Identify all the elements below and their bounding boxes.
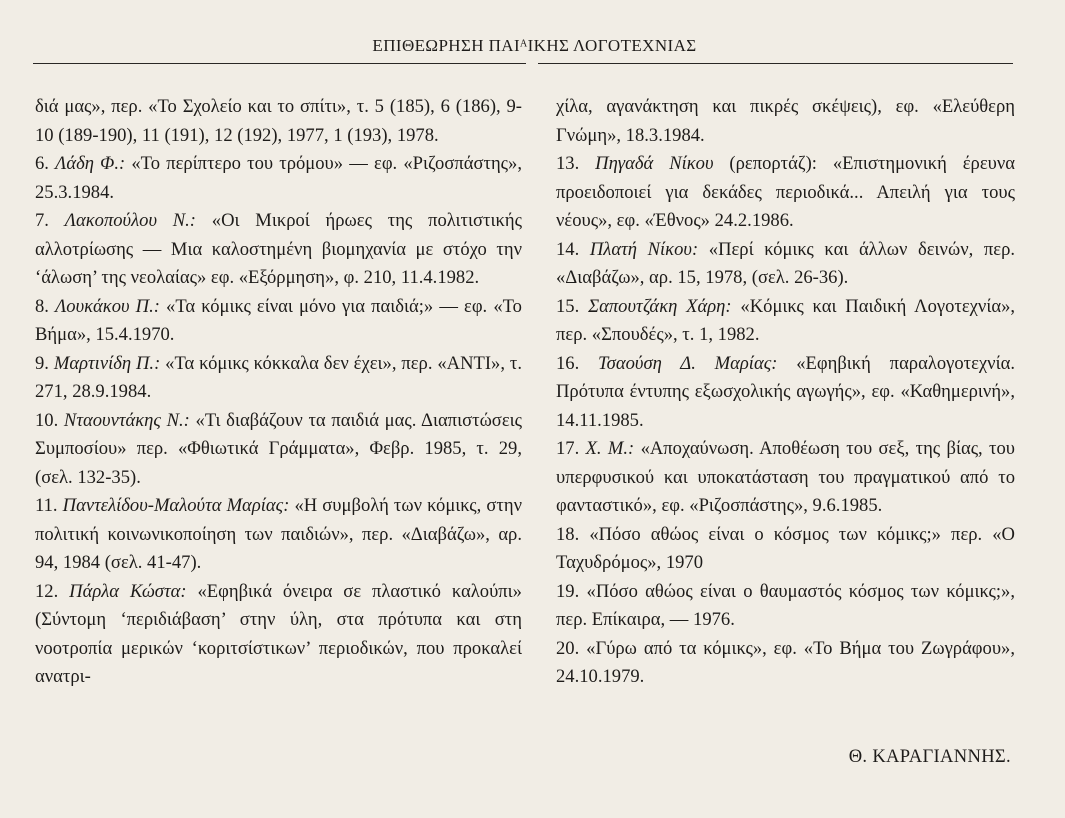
entry-number: 9.	[35, 352, 49, 374]
entry-text: «Οι Μικροί ήρωες της πολιτιστικής αλλοτρίωσης — Μια καλοστημένη βιομηχανία με στόχο την ‘άλωση’ της νεολαίας» εφ. «Εξόρμηση», φ. 210, 11.4.1982.	[35, 210, 522, 288]
entry-number: 18.	[556, 523, 580, 545]
entry-number: 12.	[35, 580, 59, 602]
entry-text: (ρεπορτάζ): «Επιστημονική έρευνα προειδοποιεί για δεκάδες περιοδικά... Απειλή για τους νέους», εφ. «Έθνος» 24.2.1986.	[556, 153, 1016, 231]
entry-author: Λουκάκου Π.:	[55, 295, 160, 317]
entry-text: «Η συμβολή των κόμικς, στην πολιτική κοινωνικοποίηση των παιδιών», περ. «Διαβάζω», αρ. 94, 1984 (σελ. 41-47).	[35, 495, 522, 573]
bibliography-entry	[556, 521, 1015, 578]
entry-number: 20.	[556, 637, 580, 659]
entry-number: 6.	[35, 153, 49, 174]
entry-text: «Το περίπτερο του τρόμου» — εφ. «Ριζοσπάστης», 25.3.1984.	[35, 153, 522, 203]
continuation-text: χίλα, αγανάκτηση και πικρές σκέψεις), εφ. «Ελεύθερη Γνώμη», 18.3.1984.	[556, 96, 1015, 146]
entry-author: Πηγαδά Νίκου	[595, 153, 714, 174]
entry-text: «Τα κόμικς είναι μόνο για παιδιά;» — εφ. «Το Βήμα», 15.4.1970.	[35, 295, 522, 345]
entry-number: 8.	[35, 295, 49, 317]
header-rule-right	[538, 63, 1013, 64]
bibliography-entry	[35, 293, 522, 350]
entry-text: «Πόσο αθώος είναι ο κόσμος των κόμικς;» περ. «Ο Ταχυδρόμος», 1970	[556, 523, 1015, 573]
entry-author: Σαπουτζάκη Χάρη:	[588, 295, 732, 317]
right-column	[556, 93, 1015, 692]
entry-number: 13.	[556, 153, 580, 174]
entry-text: «Τα κόμικς κόκκαλα δεν έχει», περ. «ΑΝΤΙ», τ. 271, 28.9.1984.	[35, 352, 523, 402]
bibliography-entry	[556, 578, 1015, 635]
entry-author: Πάρλα Κώστα:	[69, 580, 187, 602]
entry-text: «Τι διαβάζουν τα παιδιά μας. Διαπιστώσεις Συμποσίου» περ. «Φθιωτικά Γράμματα», Φεβρ. 1985, τ. 29, (σελ. 132-35).	[35, 409, 523, 488]
header-rule-left	[33, 63, 526, 64]
bibliography-entry	[35, 350, 522, 407]
entry-text: «Κόμικς και Παιδική Λογοτεχνία», περ. «Σπουδές», τ. 1, 1982.	[556, 295, 1016, 345]
running-header: ΕΠΙΘΕΩΡΗΣΗ ΠΑΙᴬΙΚΗΣ ΛΟΓΟΤΕΧΝΙΑΣ	[372, 36, 697, 55]
bibliography-entry	[35, 407, 522, 493]
entry-number: 17.	[556, 438, 580, 459]
entry-number: 15.	[556, 295, 580, 317]
author-signature: Θ. ΚΑΡΑΓΙΑΝΝΗΣ.	[848, 746, 1011, 767]
entry-number: 14.	[556, 238, 580, 260]
entry-author: Πλατή Νίκου:	[589, 238, 699, 260]
entry-author: Λακοπούλου Ν.:	[64, 210, 196, 231]
entry-text: «Πόσο αθώος είναι ο θαυμαστός κόσμος των κόμικς;», περ. Επίκαιρα, — 1976.	[556, 580, 1015, 630]
bibliography-entry	[556, 635, 1015, 692]
entry-number: 7.	[35, 210, 49, 231]
bibliography-entry	[556, 150, 1015, 236]
entry-text: «Εφηβικά όνειρα σε πλαστικό καλούπι» (Σύντομη ‘περιδιάβαση’ στην ύλη, στα πρότυπα και στη νοοτροπία μερικών ‘κοριτσίστικων’ περιοδικών, που προκαλεί ανατρι-	[35, 580, 522, 687]
entry-author: Παντελίδου-Μαλούτα Μαρίας:	[62, 495, 290, 516]
bibliography-entry	[35, 578, 522, 692]
entry-author: Λάδη Φ.:	[55, 153, 126, 174]
entry-text: «Περί κόμικς και άλλων δεινών, περ. «Διαβάζω», αρ. 15, 1978, (σελ. 26-36).	[556, 238, 1015, 288]
entry-number: 11.	[35, 495, 58, 516]
bibliography-entry	[556, 435, 1015, 521]
entry-number: 19.	[556, 580, 580, 602]
bibliography-entry	[35, 492, 522, 578]
bibliography-entry	[556, 350, 1015, 436]
entry-number: 10.	[35, 409, 59, 431]
entry-text: «Αποχαύνωση. Αποθέωση του σεξ, της βίας, του υπερφυσικού και υποκατάσταση του πραγματικού από το φανταστικό», εφ. «Ριζοσπάστης», 9.6.1985.	[556, 438, 1015, 516]
entry-author: Μαρτινίδη Π.:	[53, 352, 161, 374]
bibliography-entry	[556, 236, 1015, 293]
continuation-text: διά μας», περ. «Το Σχολείο και το σπίτι», τ. 5 (185), 6 (186), 9-10 (189-190), 11 (191), 12 (192), 1977, 1 (193), 1978.	[35, 96, 522, 146]
bibliography-entry	[35, 150, 522, 207]
entry-author: Χ. Μ.:	[585, 438, 635, 459]
entry-author: Τσαούση Δ. Μαρίας:	[598, 352, 778, 374]
entry-text: «Εφηβική παραλογοτεχνία. Πρότυπα έντυπης εξωσχολικής αγωγής», εφ. «Καθημερινή», 14.11.1985.	[556, 352, 1015, 431]
entry-number: 16.	[556, 352, 580, 374]
bibliography-entry	[35, 207, 522, 293]
left-column	[35, 93, 522, 692]
entry-text: «Γύρω από τα κόμικς», εφ. «Το Βήμα του Ζωγράφου», 24.10.1979.	[556, 637, 1015, 687]
entry-author: Νταουντάκης Ν.:	[63, 409, 190, 431]
bibliography-entry	[556, 293, 1015, 350]
